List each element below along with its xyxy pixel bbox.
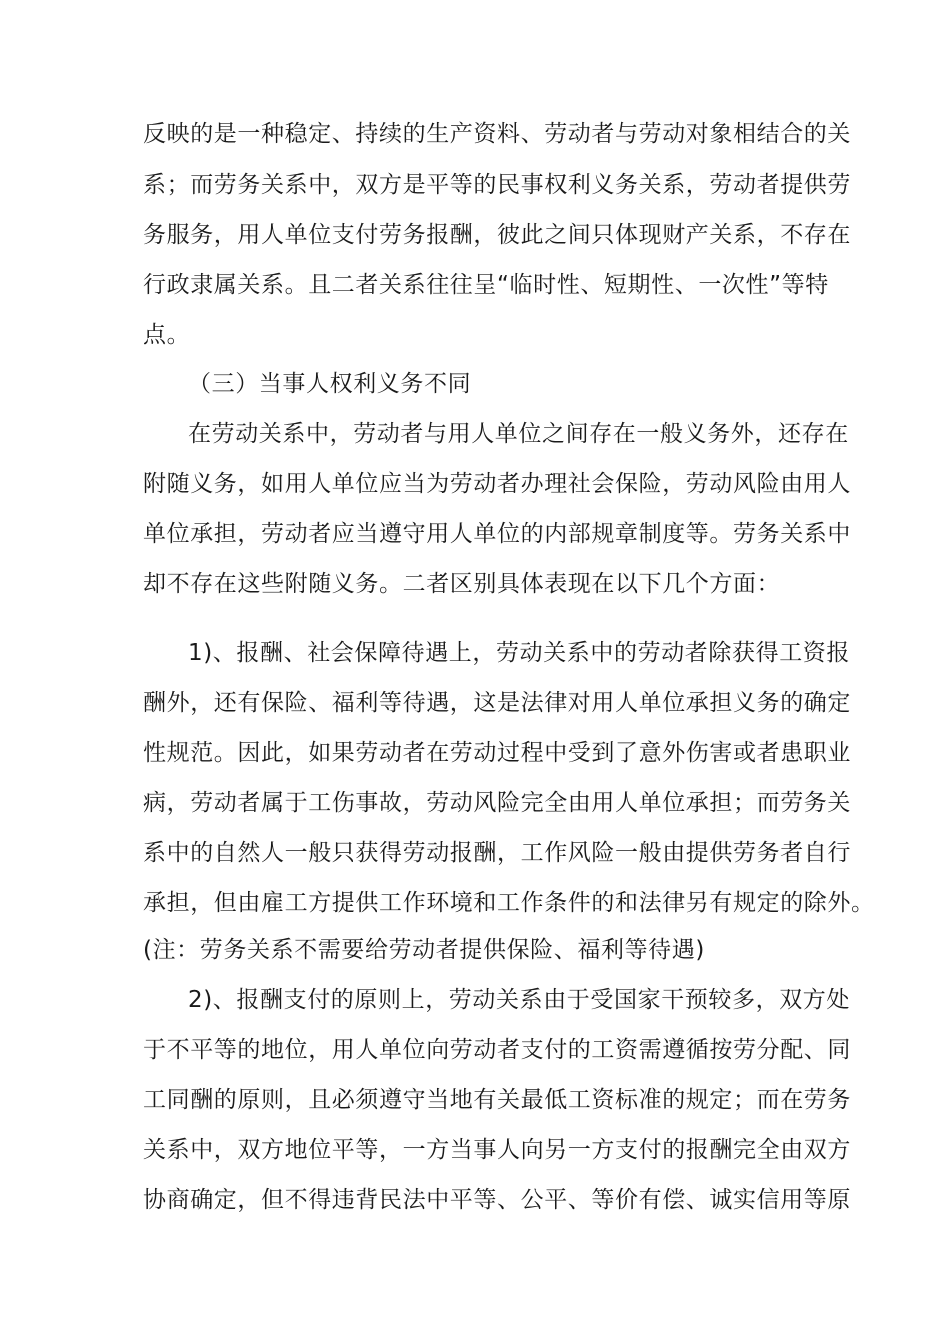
- text-line: 工同酬的原则，且必须遵守当地有关最低工资标准的规定；而在劳务: [143, 1087, 851, 1113]
- list-item: 2)、报酬支付的原则上，劳动关系由于受国家干预较多，双方处: [188, 987, 851, 1013]
- text-line: 反映的是一种稳定、持续的生产资料、劳动者与劳动对象相结合的关: [143, 121, 851, 147]
- text-line: 性规范。因此，如果劳动者在劳动过程中受到了意外伤害或者患职业: [143, 740, 851, 766]
- text-line: 系；而劳务关系中，双方是平等的民事权利义务关系，劳动者提供劳: [143, 172, 851, 198]
- text-line: 在劳动关系中，劳动者与用人单位之间存在一般义务外，还存在: [188, 421, 849, 447]
- text-line: 系中的自然人一般只获得劳动报酬，工作风险一般由提供劳务者自行: [143, 840, 851, 866]
- text-line: 却不存在这些附随义务。二者区别具体表现在以下几个方面：: [143, 571, 781, 597]
- text-line: 行政隶属关系。且二者关系往往呈“临时性、短期性、一次性”等特: [143, 272, 829, 298]
- text-line: 单位承担，劳动者应当遵守用人单位的内部规章制度等。劳务关系中: [143, 521, 851, 547]
- text-line: 于不平等的地位，用人单位向劳动者支付的工资需遵循按劳分配、同: [143, 1037, 851, 1063]
- text-line: 病，劳动者属于工伤事故，劳动风险完全由用人单位承担；而劳务关: [143, 790, 851, 816]
- list-item: 1)、报酬、社会保障待遇上，劳动关系中的劳动者除获得工资报: [188, 640, 851, 666]
- text-line: 协商确定，但不得违背民法中平等、公平、等价有偿、诚实信用等原: [143, 1187, 851, 1213]
- text-line: 附随义务，如用人单位应当为劳动者办理社会保险，劳动风险由用人: [143, 471, 851, 497]
- text-line: 酬外，还有保险、福利等待遇，这是法律对用人单位承担义务的确定: [143, 690, 851, 716]
- note-line: (注：劳务关系不需要给劳动者提供保险、福利等待遇): [143, 937, 705, 963]
- text-line: 关系中，双方地位平等，一方当事人向另一方支付的报酬完全由双方: [143, 1137, 851, 1163]
- text-line: 务服务，用人单位支付劳务报酬，彼此之间只体现财产关系，不存在: [143, 222, 851, 248]
- section-heading: （三）当事人权利义务不同: [188, 371, 472, 397]
- text-line: 点。: [143, 322, 191, 348]
- text-line: 承担，但由雇工方提供工作环境和工作条件的和法律另有规定的除外。: [143, 890, 875, 916]
